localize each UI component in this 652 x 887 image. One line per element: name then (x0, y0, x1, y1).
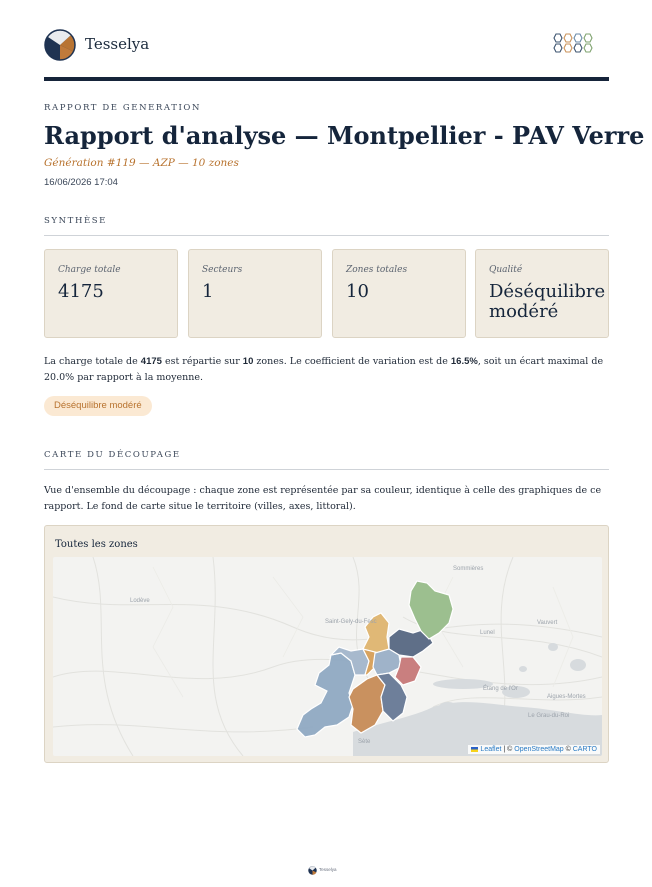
place-label: Vauvert (537, 620, 558, 626)
text-fragment: zones. Le coefficient de variation est de (253, 356, 451, 367)
synthese-paragraph (44, 354, 609, 386)
place-label: Saint-Gely-du-Fesc (325, 619, 377, 625)
osm-link[interactable]: OpenStreetMap (514, 746, 564, 753)
place-label: Aigues-Mortes (547, 694, 586, 700)
zones-map[interactable] (53, 557, 602, 756)
report-date: 16/06/2026 17:04 (44, 177, 118, 188)
lagoon (548, 643, 558, 651)
map-card (44, 525, 609, 763)
kpi-card-secteurs (188, 249, 322, 338)
kpi-label: Qualité (489, 265, 523, 275)
report-kicker: RAPPORT DE GENERATION (44, 103, 202, 113)
charge-value: 4175 (140, 356, 162, 367)
place-label: Sète (358, 739, 371, 745)
brand-name: Tesselya (85, 35, 150, 53)
kpi-cards (44, 249, 609, 338)
attribution-sep: © (563, 746, 573, 753)
kpi-label: Zones totales (346, 265, 408, 275)
tesselya-logo-icon (308, 866, 317, 875)
lagoon (439, 702, 457, 712)
place-label: Lodève (130, 598, 150, 604)
text-fragment: La charge totale de (44, 356, 141, 367)
header-divider (44, 77, 609, 81)
section-divider (44, 235, 609, 236)
kpi-value: 1 (202, 281, 214, 302)
kpi-value: 10 (346, 281, 369, 302)
carte-description: Vue d'ensemble du découpage : chaque zone est représentée par sa couleur, identique à celle des graphiques de ce rapport. Le fond de carte situe le territoire (villes, axes, littoral). (44, 485, 602, 512)
kpi-label: Secteurs (202, 265, 243, 275)
map-admin-boundaries (153, 567, 573, 697)
place-label: Sommières (453, 566, 484, 572)
carto-link[interactable]: CARTO (572, 746, 597, 753)
kpi-value: Déséquilibre modéré (489, 281, 606, 322)
footer-brand: Tesselya (319, 867, 337, 872)
zone-west[interactable] (297, 653, 355, 737)
zones-value: 10 (242, 356, 254, 367)
place-label: Le Grau-du-Roi (528, 713, 570, 719)
map-canvas (53, 557, 602, 756)
lagoon (570, 659, 586, 671)
map-attribution (468, 745, 600, 754)
report-subtitle: Génération #119 — AZP — 10 zones (44, 157, 239, 169)
kpi-label: Charge totale (58, 265, 121, 275)
kpi-card-qualite (475, 249, 609, 338)
lagoon (519, 666, 527, 672)
page-header (44, 29, 609, 61)
kpi-card-charge (44, 249, 178, 338)
attribution-sep: | © (501, 746, 515, 753)
section-divider (44, 469, 609, 470)
cv-value: 16.5% (450, 356, 478, 367)
kpi-card-zones (332, 249, 466, 338)
kpi-value: 4175 (58, 281, 104, 302)
ukraine-flag-icon (471, 747, 478, 752)
map-title: Toutes les zones (55, 539, 138, 550)
tesselya-logo-icon (44, 29, 76, 61)
section-heading-synthese: SYNTHÈSE (44, 216, 107, 226)
page-title: Rapport d'analyse — Montpellier - PAV Verre (44, 121, 645, 150)
text-fragment: est répartie sur (161, 356, 243, 367)
status-badge: Déséquilibre modéré (44, 396, 152, 416)
text-fragment: , soit un écart maximal de 20.0% par rapport à la moyenne. (44, 356, 604, 383)
hexagon-grid-icon (551, 33, 597, 55)
section-heading-carte: CARTE DU DÉCOUPAGE (44, 450, 181, 460)
place-label: Lunel (480, 630, 495, 636)
place-label: Étang de l'Or (483, 686, 518, 692)
leaflet-link[interactable]: Leaflet (480, 746, 502, 753)
